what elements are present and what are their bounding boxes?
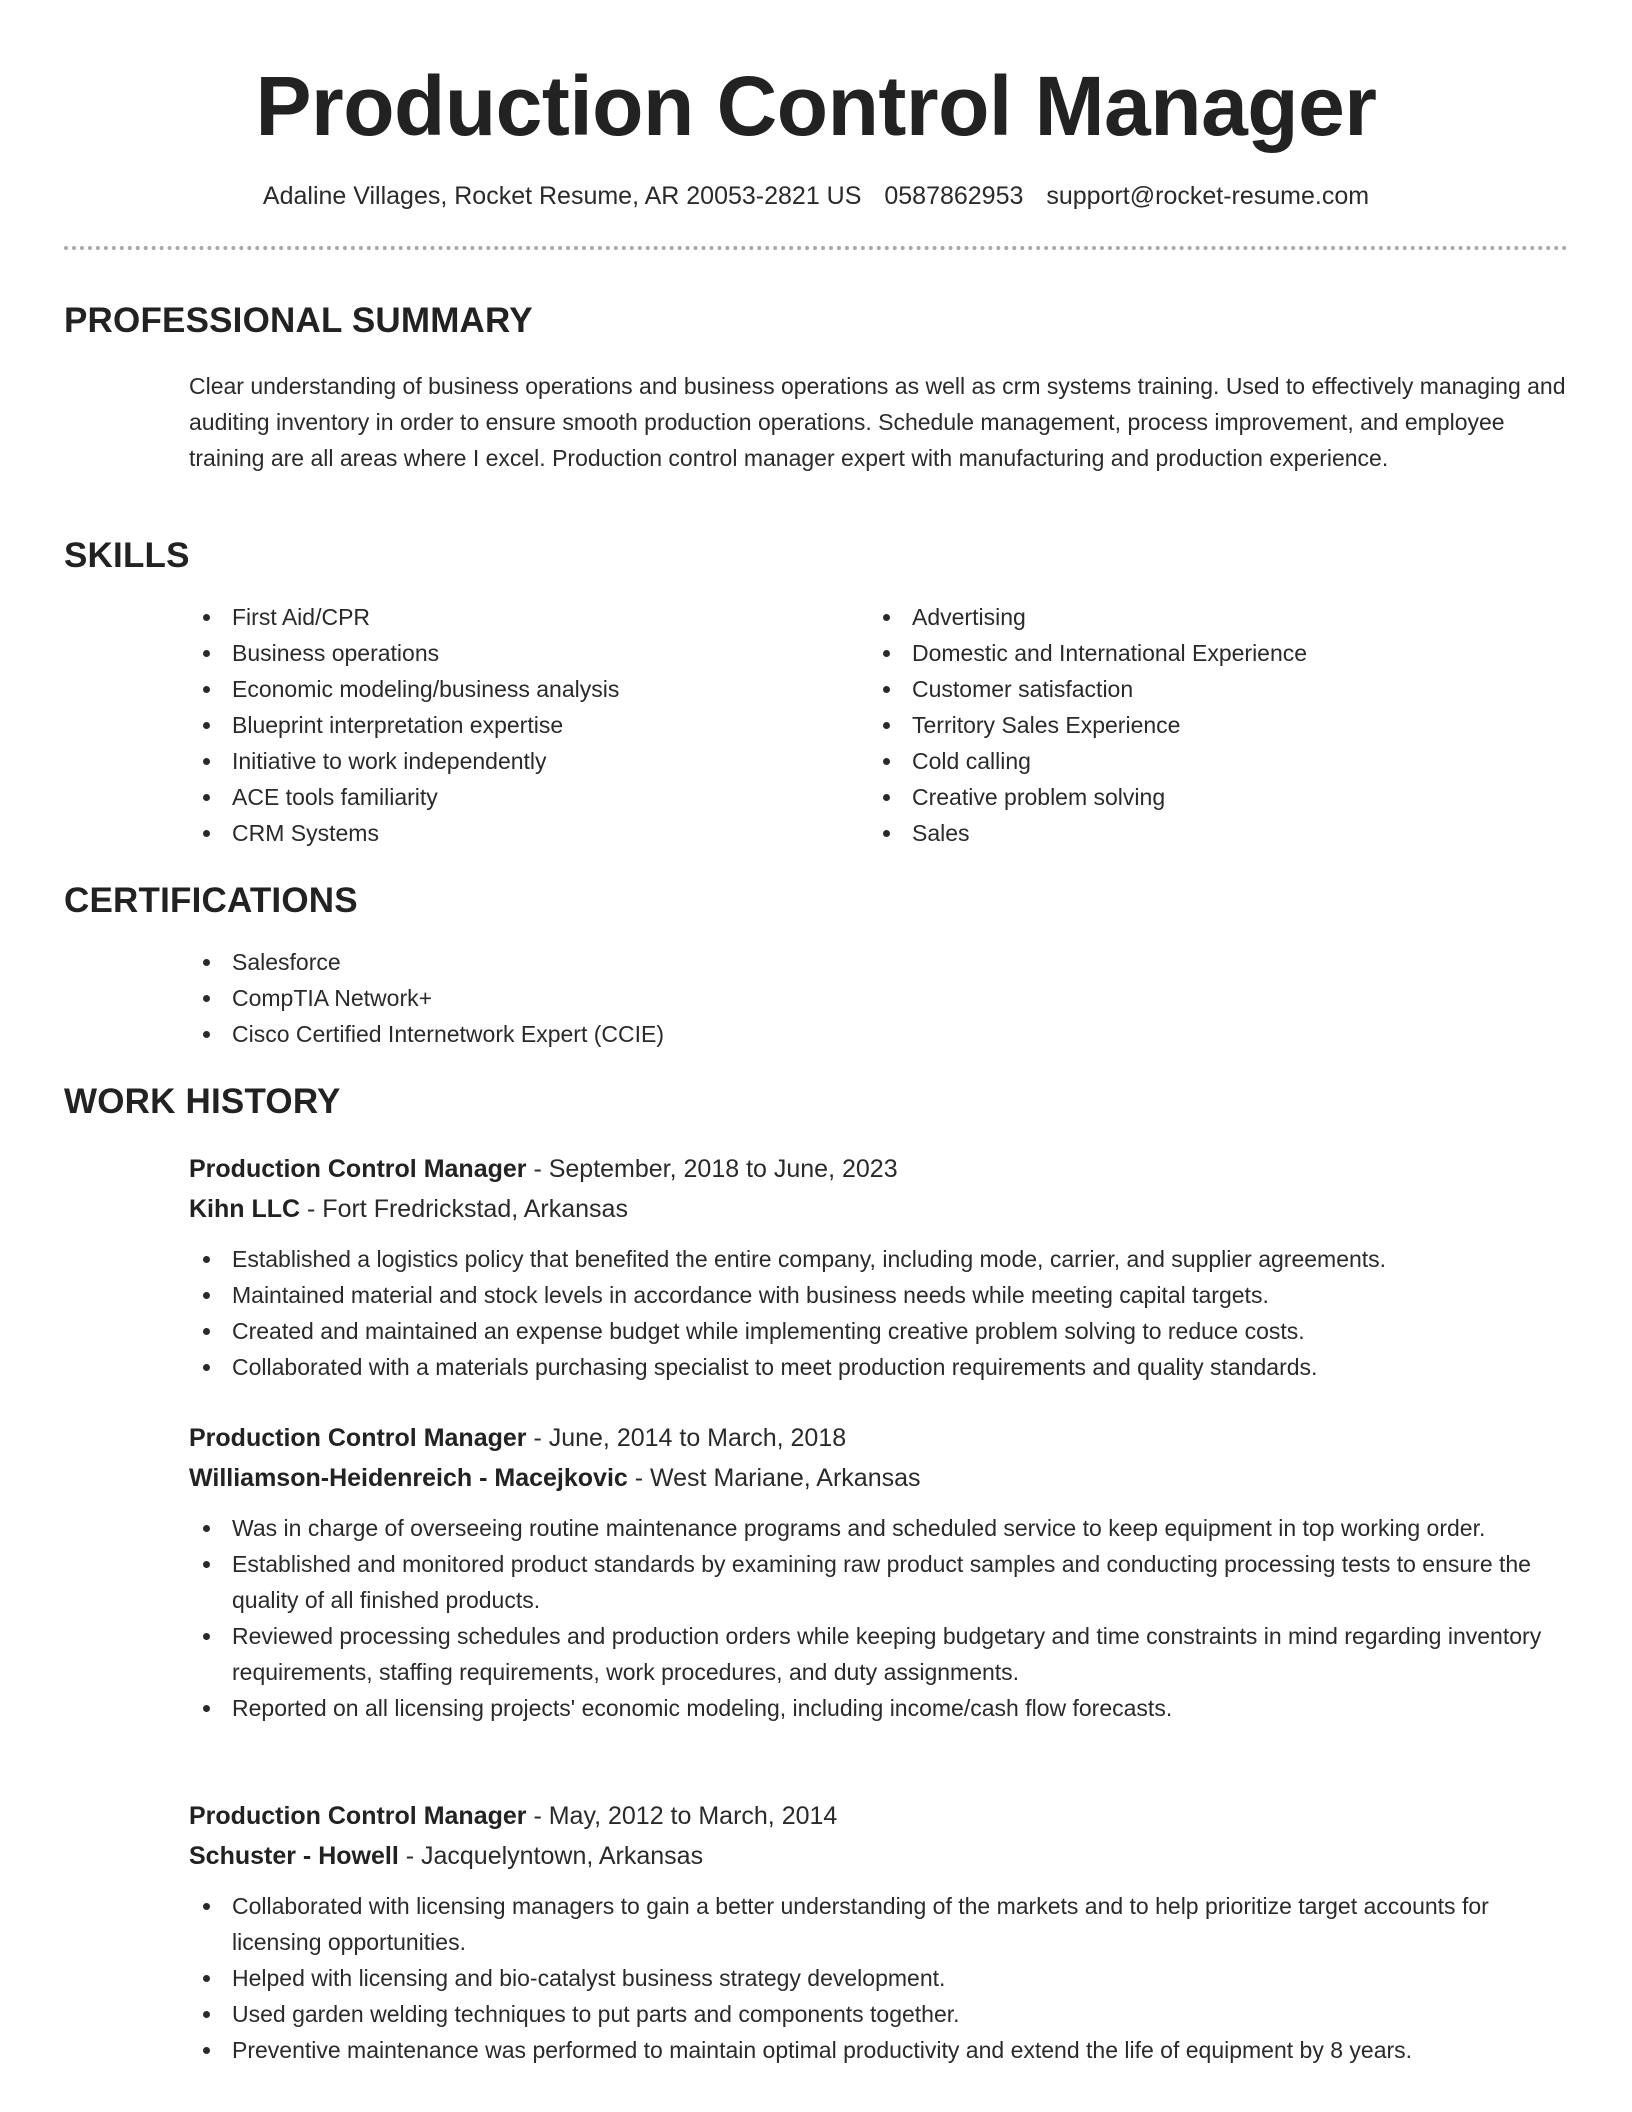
job-title-line: [189, 1796, 1568, 1836]
resume-name: Production Control Manager: [255, 59, 1377, 153]
job-title-line: [189, 1149, 1568, 1189]
work-history-title: WORK HISTORY: [64, 1082, 341, 1121]
contact-address: Adaline Villages, Rocket Resume, AR 20053-2821 US: [262, 182, 862, 210]
skill-item: Domestic and International Experience: [869, 635, 1549, 671]
skill-item: ACE tools familiarity: [189, 779, 869, 815]
job-entry: [189, 1418, 1568, 1726]
job-location: - Fort Fredrickstad, Arkansas: [300, 1195, 628, 1223]
skills-section: [64, 535, 1568, 851]
skill-item: Business operations: [189, 635, 869, 671]
contact-email: support@rocket-resume.com: [1046, 182, 1370, 210]
job-bullet: Established a logistics policy that benefited the entire company, including mode, carrier, and supplier agreements.: [189, 1241, 1568, 1277]
job-bullet: Used garden welding techniques to put parts and components together.: [189, 1996, 1568, 2032]
contact-phone: 0587862953: [884, 182, 1024, 210]
job-role: Production Control Manager: [189, 1802, 527, 1830]
skills-list-right: [869, 599, 1549, 851]
job-company: Williamson-Heidenreich - Macejkovic: [189, 1464, 628, 1492]
job-company-line: [189, 1189, 1568, 1229]
job-company: Schuster - Howell: [189, 1842, 399, 1870]
summary-text: Clear understanding of business operations and business operations as well as crm systems training. Used to effectively managing and auditing inventory in order to ensure smooth production operations. Schedule management, process improvement, and employee training are all areas where I excel. Production control manager expert with manufacturing and production experience.: [189, 373, 1566, 471]
skill-item: Blueprint interpretation expertise: [189, 707, 869, 743]
skill-item: Advertising: [869, 599, 1549, 635]
job-bullet-list: [189, 1241, 1568, 1385]
job-entry: [189, 1796, 1568, 2068]
summary-title: PROFESSIONAL SUMMARY: [64, 301, 533, 340]
job-location: - West Mariane, Arkansas: [627, 1464, 921, 1492]
job-bullet: Helped with licensing and bio-catalyst business strategy development.: [189, 1960, 1568, 1996]
job-bullet: Established and monitored product standards by examining raw product samples and conducting processing tests to ensure the quality of all finished products.: [189, 1546, 1568, 1618]
resume-page: [64, 0, 1568, 2063]
job-bullet: Was in charge of overseeing routine maintenance programs and scheduled service to keep equipment in top working order.: [189, 1510, 1568, 1546]
job-bullet: Preventive maintenance was performed to maintain optimal productivity and extend the life of equipment by 8 years.: [189, 2032, 1568, 2068]
job-company-line: [189, 1458, 1568, 1498]
job-bullet-list: [189, 1888, 1568, 2068]
skills-columns: [189, 599, 1568, 851]
certifications-list: [189, 944, 1568, 1052]
contact-line: [64, 180, 1568, 212]
job-dates: - May, 2012 to March, 2014: [526, 1802, 838, 1830]
summary-section: [64, 300, 1568, 476]
certifications-section: [64, 880, 1568, 1052]
job-bullet: Reviewed processing schedules and production orders while keeping budgetary and time constraints in mind regarding inventory requirements, staffing requirements, work procedures, and duty assignments.: [189, 1618, 1568, 1690]
job-bullet: Reported on all licensing projects' economic modeling, including income/cash flow forecasts.: [189, 1690, 1568, 1726]
job-bullet: Created and maintained an expense budget while implementing creative problem solving to reduce costs.: [189, 1313, 1568, 1349]
job-role: Production Control Manager: [189, 1155, 527, 1183]
skill-item: Initiative to work independently: [189, 743, 869, 779]
certifications-title: CERTIFICATIONS: [64, 881, 358, 920]
skill-item: Creative problem solving: [869, 779, 1549, 815]
skill-item: Territory Sales Experience: [869, 707, 1549, 743]
job-bullet: Maintained material and stock levels in accordance with business needs while meeting capital targets.: [189, 1277, 1568, 1313]
job-company: Kihn LLC: [189, 1195, 301, 1223]
certification-item: CompTIA Network+: [189, 980, 1568, 1016]
job-company-line: [189, 1836, 1568, 1876]
job-location: - Jacquelyntown, Arkansas: [398, 1842, 704, 1870]
skill-item: CRM Systems: [189, 815, 869, 851]
job-bullet-list: [189, 1510, 1568, 1726]
skill-item: Customer satisfaction: [869, 671, 1549, 707]
skill-item: Cold calling: [869, 743, 1549, 779]
certification-item: Salesforce: [189, 944, 1568, 980]
job-title-line: [189, 1418, 1568, 1458]
job-role: Production Control Manager: [189, 1424, 527, 1452]
certification-item: Cisco Certified Internetwork Expert (CCIE): [189, 1016, 1568, 1052]
work-history-section: [64, 1081, 1568, 1123]
job-bullet: Collaborated with a materials purchasing specialist to meet production requirements and quality standards.: [189, 1349, 1568, 1385]
job-dates: - June, 2014 to March, 2018: [526, 1424, 847, 1452]
header-divider: [64, 246, 1568, 250]
skill-item: First Aid/CPR: [189, 599, 869, 635]
job-entry: [189, 1149, 1568, 1385]
skills-title: SKILLS: [64, 536, 190, 575]
job-dates: - September, 2018 to June, 2023: [526, 1155, 898, 1183]
skill-item: Sales: [869, 815, 1549, 851]
skill-item: Economic modeling/business analysis: [189, 671, 869, 707]
job-bullet: Collaborated with licensing managers to gain a better understanding of the markets and to help prioritize target accounts for licensing opportunities.: [189, 1888, 1568, 1960]
skills-list-left: [189, 599, 869, 851]
